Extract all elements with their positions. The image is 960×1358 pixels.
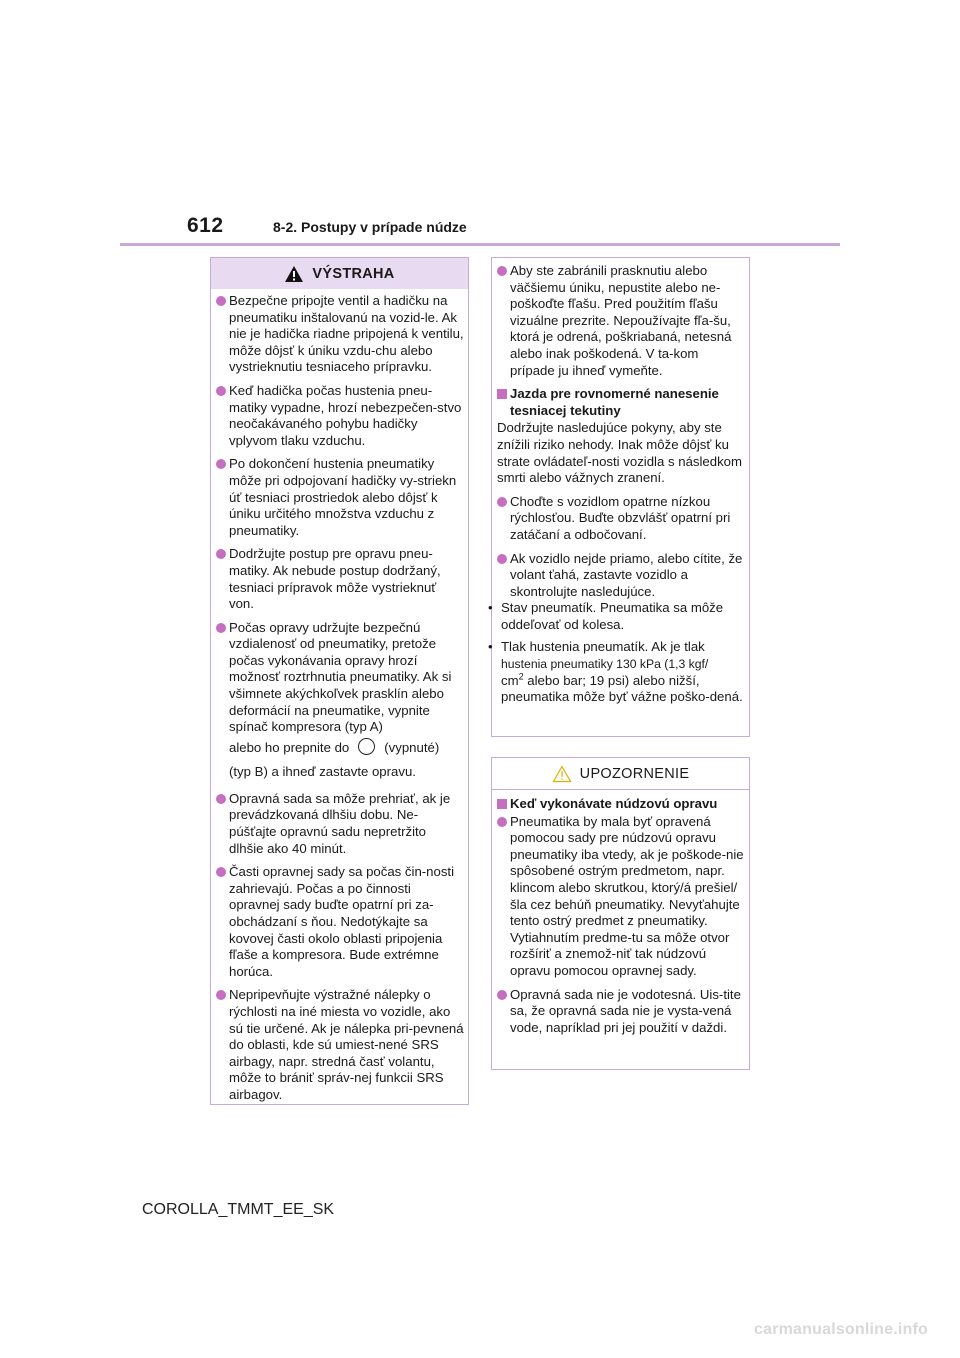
list-item: Aby ste zabránili prasknutiu alebo väčšiemu úniku, nepustite alebo ne-poškoďte fľašu. Pred použitím fľašu vizuálne prezrite. Nepoužívajte fľa-šu, ktorá je odrená, poškriabaná, netesná alebo inak poškodená. V ta-kom prípade ju ihneď vymeňte. xyxy=(497,263,745,379)
caution-triangle-icon xyxy=(552,765,572,783)
sub-list-item: • Tlak hustenia pneumatík. Ak je tlak hustenia pneumatiky 130 kPa (1,3 kgf/ $cm^2$ alebo bar; 19 psi) alebo nižší, pneumatika môže byť vážne poško-dená. xyxy=(488,639,743,705)
bullet-icon xyxy=(216,386,226,396)
list-item: Nepripevňujte výstražné nálepky o rýchlosti na iné miesta vo vozidle, ako sú tie určené. Ak je nálepka pri-pevnená do oblasti, kde sú umiest-nené SRS airbagy, napr. stredná časť volantu, môže to brániť správ-nej funkcii SRS airbagov. xyxy=(216,987,464,1103)
bullet-icon xyxy=(497,266,507,276)
bullet-icon xyxy=(497,497,507,507)
warning-header xyxy=(211,258,468,289)
warning-triangle-icon xyxy=(284,265,304,283)
bullet-icon xyxy=(216,296,226,306)
power-off-icon xyxy=(358,738,375,755)
page-number: 612 xyxy=(187,214,224,237)
sub-list-item: • Stav pneumatík. Pneumatika sa môže oddeľovať od kolesa. xyxy=(488,600,724,632)
bullet-icon xyxy=(497,990,507,1000)
square-bullet-icon xyxy=(497,799,507,809)
list-item: Opravná sada nie je vodotesná. Uis-tite sa, že opravná sada nie je vysta-vená vode, napríklad pri jej použití v daždi. xyxy=(497,987,745,1037)
header-rule xyxy=(120,243,840,246)
list-item: Bezpečne pripojte ventil a hadičku na pneumatiku inštalovanú na vozid-le. Ak nie je hadička riadne pripojená k ventilu, môže dôjsť k úniku vzdu-chu alebo vystrieknutiu tesniaceho prípravku. xyxy=(216,293,464,376)
list-item: Choďte s vozidlom opatrne nízkou rýchlosťou. Buďte obzvlášť opatrní pri zatáčaní a odbočovaní. xyxy=(497,494,745,544)
list-item: Pneumatika by mala byť opravená pomocou sady pre núdzovú opravu pneumatiky iba vtedy, ak je poškode-nie spôsobené ostrým predmetom, napr. klincom alebo skrutkou, ktorý/á prešiel/šla cez behúň pneumatiky. Nevyťahujte tento ostrý predmet z pneumatiky. Vytiahnutím predme-tu sa môže otvor rozšíriť a znemož-niť tak núdzovú opravu pomocou opravnej sady. xyxy=(497,814,745,980)
watermark: carmanualsonline.info xyxy=(754,1321,929,1338)
paragraph: Dodržujte nasledujúce pokyny, aby ste znížili riziko nehody. Inak môže dôjsť ku strate ovládateľ-nosti vozidla s následkom smrti alebo vážnych zranení. xyxy=(497,420,743,486)
list-item: Opravná sada sa môže prehriať, ak je prevádzkovaná dlhšiu dobu. Ne-púšťajte opravnú sadu nepretržito dlhšie ako 40 minút. xyxy=(216,791,464,857)
bullet-icon xyxy=(216,623,226,633)
square-bullet-icon xyxy=(497,389,507,399)
list-item: Časti opravnej sady sa počas čin-nosti zahrievajú. Počas a po činnosti opravnej sady buďte opatrní pri za-obchádzaní s ňou. Nedotýkajte sa kovovej časti okolo oblasti pripojenia fľaše a kompresora. Bude extrémne horúca. xyxy=(216,864,464,980)
list-item: Po dokončení hustenia pneumatiky môže pri odpojovaní hadičky vy-striekn úť tesniaci prostriedok alebo dôjsť k úniku určitého množstva vzduchu z pneumatiky. xyxy=(216,456,464,539)
bullet-icon xyxy=(216,459,226,469)
bullet-icon xyxy=(216,794,226,804)
bullet-icon xyxy=(497,817,507,827)
caution-title: UPOZORNENIE xyxy=(579,765,690,782)
caution-box xyxy=(491,757,750,1070)
caution-header xyxy=(492,758,749,790)
warning-title: VÝSTRAHA xyxy=(312,265,395,282)
subsection-heading: Jazda pre rovnomerné nanesenie tesniacej tekutiny xyxy=(497,386,745,419)
subsection-heading: Keď vykonávate núdzovú opravu xyxy=(497,796,745,813)
list-item: Keď hadička počas hustenia pneu-matiky vypadne, hrozí nebezpečen-stvo neočakávaného pohybu hadičky vplyvom tlaku vzduchu. xyxy=(216,383,464,449)
bullet-icon xyxy=(497,554,507,564)
bullet-icon xyxy=(216,549,226,559)
document-code: COROLLA_TMMT_EE_SK xyxy=(142,1201,335,1218)
warning-box xyxy=(210,257,469,1105)
list-item: Ak vozidlo nejde priamo, alebo cítite, že volant ťahá, zastavte vozidlo a skontrolujte nasledujúce. xyxy=(497,551,745,601)
list-item: Dodržujte postup pre opravu pneu-matiky. Ak nebude postup dodržaný, tesniaci prípravok môže vystrieknuť von. xyxy=(216,546,464,612)
warning-continuation-box xyxy=(488,257,750,737)
list-item: Počas opravy udržujte bezpečnú vzdialenosť od pneumatiky, pretože počas vykonávania opravy hrozí možnosť roztrhnutia pneumatiky. Ak si všimnete akýchkoľvek prasklín alebo deformácií na pneumatike, vypnite spínač kompresora (typ A) alebo ho prepnite do (vypnuté) (typ B) a ihneď zastavte opravu. xyxy=(216,620,464,784)
bullet-icon xyxy=(216,867,226,877)
section-title: 8-2. Postupy v prípade núdze xyxy=(273,219,467,235)
bullet-icon xyxy=(216,990,226,1000)
